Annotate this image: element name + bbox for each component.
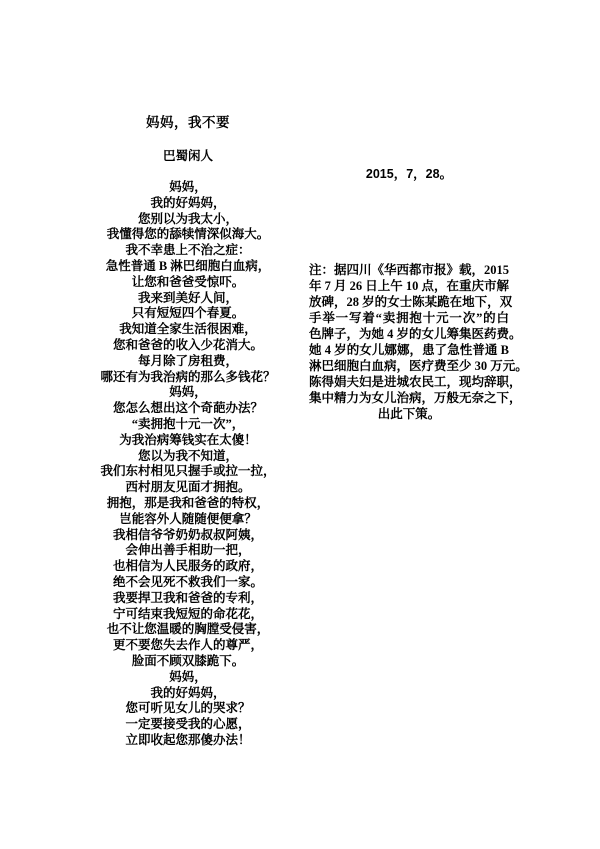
poem-line: 绝不会见死不救我们一家。 bbox=[112, 574, 263, 589]
poem-line: 我来到美好人间， bbox=[137, 290, 238, 305]
poem-line: 也不让您温暖的胸膛受侵害， bbox=[106, 622, 270, 637]
poem-line: 您和爸爸的收入少花消大。 bbox=[112, 337, 263, 352]
poem-line: 您可听见女儿的哭求？ bbox=[125, 701, 251, 716]
poem-line: 只有短短四个春夏。 bbox=[131, 306, 245, 321]
note-line: 出此下策。 bbox=[377, 407, 441, 421]
poem-line: 我们东村相见只握手或拉一拉， bbox=[100, 464, 276, 479]
note-line: 陈得娟夫妇是进城农民工，现均辞职， bbox=[309, 375, 522, 389]
poem-line: 哪还有为我治病的那么多钱花？ bbox=[100, 369, 276, 384]
poem-line: 我的好妈妈， bbox=[150, 195, 226, 210]
note-line: 色牌子，为她 4 岁的女儿筹集医药费。 bbox=[309, 327, 522, 341]
poem-line: 脸面不顾双膝跪下。 bbox=[131, 653, 245, 668]
poem-line: 更不要您失去作人的尊严， bbox=[112, 638, 263, 653]
note-line: 注：据四川《华西都市报》载，2015 bbox=[309, 263, 510, 277]
note-body bbox=[309, 262, 528, 422]
poem-line: 岂能容外人随随便便拿？ bbox=[119, 511, 257, 526]
note-line: 放碑，28 岁的女士陈某跪在地下，双 bbox=[309, 295, 513, 309]
poem-line: 我要捍卫我和爸爸的专利， bbox=[112, 590, 263, 605]
poem-line: 我相信爷爷奶奶叔叔阿姨， bbox=[112, 527, 263, 542]
poem-line: 会伸出善手相助一把， bbox=[125, 543, 251, 558]
poem-line: 让您和爸爸受惊吓。 bbox=[131, 274, 245, 289]
poem-line: 我知道全家生活很困难， bbox=[119, 322, 257, 337]
note-line: 她 4 岁的女儿娜娜，患了急性普通 B bbox=[309, 343, 509, 357]
note-column bbox=[309, 166, 528, 422]
poem-line: 妈妈， bbox=[169, 669, 207, 684]
poem-line: 妈妈， bbox=[169, 180, 207, 194]
date-line: 2015，7，28。 bbox=[365, 167, 453, 181]
poem-title: 妈妈，我不要 bbox=[146, 115, 230, 130]
note-line: 淋巴细胞白血病，医疗费至少 30 万元。 bbox=[309, 359, 528, 373]
poem-line: 一定要接受我的心愿， bbox=[125, 717, 251, 732]
note-line: 手举一写着“卖拥抱十元一次”的白 bbox=[309, 311, 509, 325]
poem-line: 妈妈， bbox=[169, 385, 207, 400]
note-line: 年 7 月 26 日上午 10 点，在重庆市解 bbox=[309, 279, 510, 293]
poem-line: 宁可结束我短短的命花花， bbox=[112, 606, 263, 621]
poem-line: 我的好妈妈， bbox=[150, 685, 226, 700]
poem-line: 您别以为我太小， bbox=[137, 211, 238, 226]
poem-body bbox=[40, 180, 336, 749]
poem-line: 为我治病筹钱实在太傻！ bbox=[119, 432, 257, 447]
poem-line: 您以为我不知道， bbox=[137, 448, 238, 463]
poem-line: 西村朋友见面才拥抱。 bbox=[125, 480, 251, 495]
poem-line: 您怎么想出这个奇葩办法？ bbox=[112, 401, 263, 416]
poem-line: 拥抱，那是我和爸爸的特权， bbox=[106, 495, 270, 510]
poem-line: “卖拥抱十元一次”， bbox=[131, 416, 245, 431]
poem-line: 我懂得您的舔犊情深似海大。 bbox=[106, 227, 270, 242]
note-line: 集中精力为女儿治病，万般无奈之下， bbox=[309, 391, 522, 405]
poem-line: 立即收起您那傻办法！ bbox=[125, 732, 251, 747]
poem-line: 也相信为人民服务的政府， bbox=[112, 559, 263, 574]
poem-column bbox=[40, 115, 336, 749]
poem-author: 巴蜀闲人 bbox=[162, 149, 213, 163]
poem-line: 每月除了房租费， bbox=[137, 353, 238, 368]
poem-line: 我不幸患上不治之症： bbox=[125, 243, 251, 258]
poem-line: 急性普通 B 淋巴细胞白血病， bbox=[105, 258, 271, 273]
